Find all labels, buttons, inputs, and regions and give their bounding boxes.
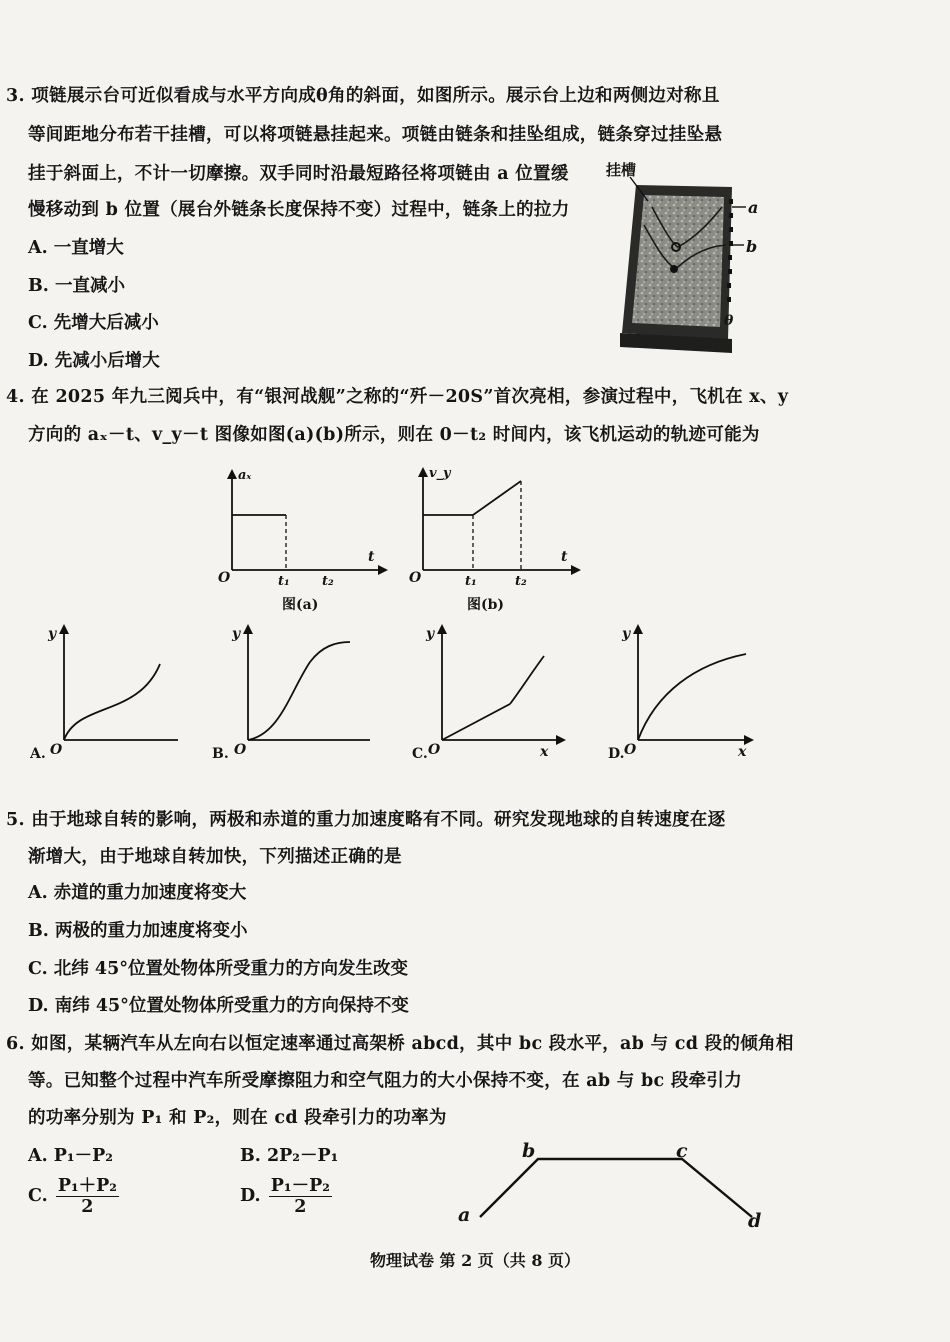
q4-option-c-curve: [442, 704, 510, 740]
q6-option-d-letter: D.: [240, 1186, 261, 1206]
bridge-label-b: b: [522, 1140, 536, 1162]
q5-line-2: 渐增大，由于地球自转加快，下列描述正确的是: [28, 847, 402, 867]
graph-a-ylabel: aₓ: [238, 468, 252, 483]
q4-option-c-graph: [410, 622, 580, 762]
q4-option-d-letter: D.: [608, 746, 625, 762]
label-b: b: [746, 237, 758, 256]
q3-line-2: 等间距地分布若干挂槽，可以将项链悬挂起来。项链由链条和挂坠组成，链条穿过挂坠悬: [28, 125, 723, 145]
graph-b-line: [423, 481, 521, 515]
q3-option-a: A. 一直增大: [28, 238, 124, 258]
q4-line-1: 4. 在 2025 年九三阅兵中，有“银河战舰”之称的“歼－20S”首次亮相，参演过程中，飞机在 x、y: [6, 387, 789, 407]
graph-a-t2: t₂: [322, 574, 334, 589]
bridge-label-a: a: [458, 1204, 471, 1226]
page-footer: 物理试卷 第 2 页（共 8 页）: [369, 1251, 581, 1270]
bridge-path: [480, 1159, 752, 1217]
q4-option-a-letter: A.: [30, 746, 46, 762]
q3-line-3: 挂于斜面上，不计一切摩擦。双手同时沿最短路径将项链由 a 位置缓: [28, 164, 569, 184]
graph-a-caption: 图(a): [282, 597, 319, 613]
label-a: a: [748, 198, 759, 217]
q4-option-a-origin: O: [50, 742, 63, 758]
bridge-label-c: c: [676, 1140, 688, 1162]
q6-option-d-fraction: [269, 1176, 332, 1217]
q4-option-c-letter: C.: [412, 746, 428, 762]
slot-label: 挂槽: [606, 161, 637, 179]
q6-line-1: 6. 如图，某辆汽车从左向右以恒定速率通过高架桥 abcd，其中 bc 段水平，ab 与 cd 段的倾角相: [6, 1034, 794, 1054]
graph-a-origin: O: [218, 570, 231, 586]
q6-option-b: B. 2P₂－P₁: [240, 1146, 339, 1166]
necklace-stand-figure: [600, 155, 800, 365]
q4-option-c-xlabel: x: [540, 744, 549, 760]
q6-line-3: 的功率分别为 P₁ 和 P₂，则在 cd 段牵引力的功率为: [28, 1108, 447, 1128]
q3-option-b: B. 一直减小: [28, 276, 125, 296]
q6-line-2: 等。已知整个过程中汽车所受摩擦阻力和空气阻力的大小保持不变，在 ab 与 bc 段牵引力: [28, 1071, 743, 1091]
pendant-b: [670, 265, 678, 273]
q4-option-a-curve: [64, 664, 160, 740]
q6-option-d-denominator: 2: [294, 1197, 307, 1217]
q4-option-d-xlabel: x: [738, 744, 747, 760]
q4-line-2: 方向的 aₓ－t、v_y－t 图像如图(a)(b)所示，则在 0－t₂ 时间内，该飞机运动的轨迹可能为: [28, 425, 760, 445]
graph-b-t2: t₂: [515, 574, 527, 589]
q3-line-4: 慢移动到 b 位置（展台外链条长度保持不变）过程中，链条上的拉力: [28, 200, 570, 220]
graph-b: [405, 465, 585, 615]
q5-option-c: C. 北纬 45°位置处物体所受重力的方向发生改变: [28, 959, 408, 979]
q6-option-c-letter: C.: [28, 1186, 48, 1206]
q6-option-c-numerator: P₁＋P₂: [57, 1176, 117, 1196]
graph-b-xlabel: t: [561, 549, 568, 565]
q4-option-a-graph: [28, 622, 188, 762]
q4-option-b-ylabel: y: [232, 626, 241, 642]
graph-a: [210, 465, 390, 615]
q6-option-c-denominator: 2: [81, 1197, 94, 1217]
graph-b-ylabel: v_y: [429, 466, 451, 481]
q6-option-d: [240, 1176, 332, 1217]
q3-option-d: D. 先减小后增大: [28, 351, 160, 371]
q5-option-b: B. 两极的重力加速度将变小: [28, 921, 248, 941]
q4-option-d-ylabel: y: [622, 626, 631, 642]
q4-option-c-origin: O: [428, 742, 441, 758]
q4-option-b-origin: O: [234, 742, 247, 758]
q6-option-a: A. P₁－P₂: [28, 1146, 113, 1166]
graph-a-t1: t₁: [278, 574, 290, 589]
q4-option-d-curve: [638, 654, 746, 740]
q4-option-a-ylabel: y: [48, 626, 57, 642]
q5-option-d: D. 南纬 45°位置处物体所受重力的方向保持不变: [28, 996, 409, 1016]
q4-option-d-origin: O: [624, 742, 637, 758]
q3-line-1: 3. 项链展示台可近似看成与水平方向成θ角的斜面，如图所示。展示台上边和两侧边对称且: [6, 86, 720, 106]
q4-option-b-letter: B.: [212, 746, 229, 762]
label-theta: θ: [724, 313, 734, 329]
q5-line-1: 5. 由于地球自转的影响，两极和赤道的重力加速度略有不同。研究发现地球的自转速度在逐: [6, 810, 726, 830]
bridge-figure: [450, 1135, 780, 1235]
q6-option-d-numerator: P₁－P₂: [270, 1176, 330, 1196]
q4-option-b-graph: [210, 622, 380, 762]
q4-option-d-graph: [606, 622, 776, 762]
stand-panel: [632, 195, 724, 327]
graph-b-t1: t₁: [465, 574, 477, 589]
graph-a-xlabel: t: [368, 549, 375, 565]
q6-option-c-fraction: [56, 1176, 119, 1217]
q3-option-c: C. 先增大后减小: [28, 313, 159, 333]
bridge-label-d: d: [748, 1210, 762, 1232]
graph-b-origin: O: [409, 570, 422, 586]
q4-option-b-curve: [248, 642, 350, 740]
q6-option-c: [28, 1176, 119, 1217]
q4-option-c-ylabel: y: [426, 626, 435, 642]
graph-b-caption: 图(b): [467, 597, 505, 613]
q5-option-a: A. 赤道的重力加速度将变大: [28, 883, 247, 903]
